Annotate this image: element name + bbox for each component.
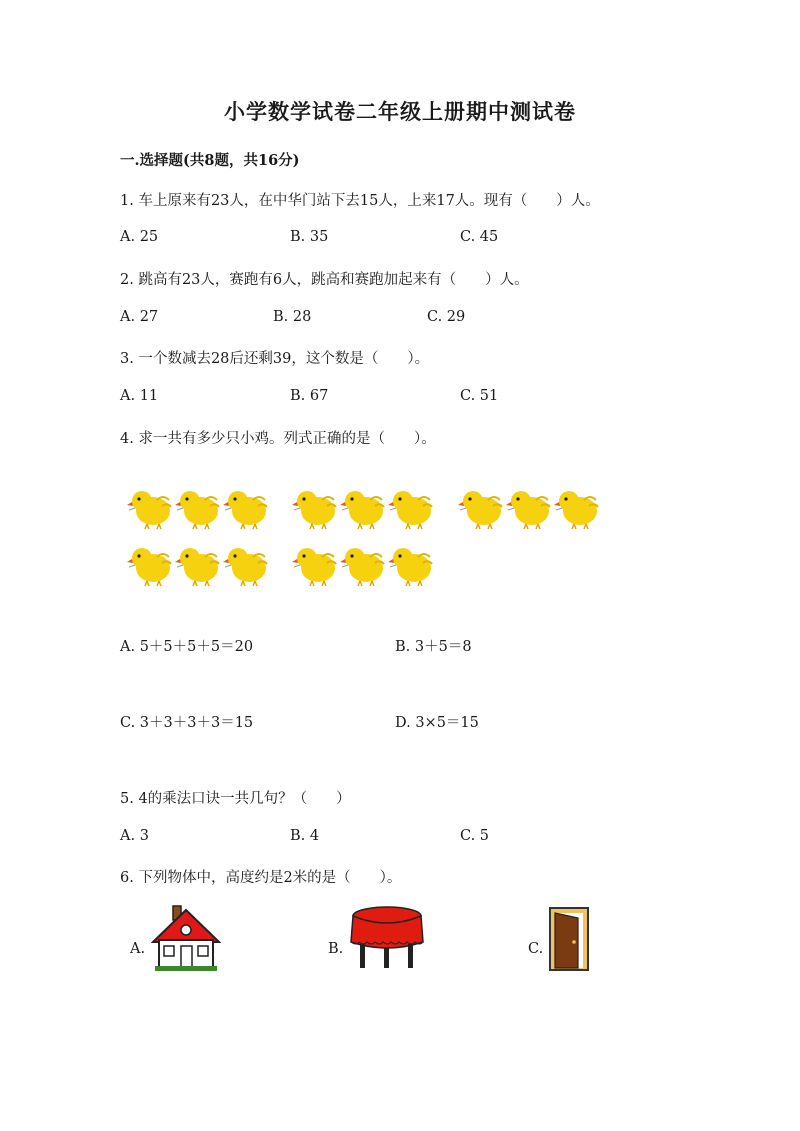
question-2: 2. 跳高有23人，赛跑有6人，跳高和赛跑加起来有（ ）人。 (120, 272, 529, 288)
q5-option-c[interactable]: C. 5 (460, 828, 490, 844)
question-3: 3. 一个数减去28后还剩39，这个数是（ ）。 (120, 351, 430, 367)
q2-option-a[interactable]: A. 27 (120, 309, 159, 325)
q6-option-a[interactable]: A. (130, 941, 146, 957)
chick-image (223, 543, 271, 587)
chick-image (458, 486, 506, 530)
q3-option-a[interactable]: A. 11 (120, 388, 159, 404)
q2-option-c[interactable]: C. 29 (427, 309, 466, 325)
q4-option-a[interactable]: A. 5＋5＋5＋5＝20 (120, 639, 254, 655)
question-6: 6. 下列物体中，高度约是2米的是（ ）。 (120, 870, 402, 886)
q1-option-c[interactable]: C. 45 (460, 229, 499, 245)
chick-image (506, 486, 554, 530)
door-picture (548, 906, 590, 972)
chick-image (554, 486, 602, 530)
chick-image (175, 486, 223, 530)
question-5: 5. 4的乘法口诀一共几句？（ ） (120, 791, 351, 807)
question-4: 4. 求一共有多少只小鸡。列式正确的是（ ）。 (120, 431, 436, 447)
q5-option-b[interactable]: B. 4 (290, 828, 320, 844)
question-1: 1. 车上原来有23人，在中华门站下去15人，上来17人。现有（ ）人。 (120, 193, 600, 209)
q1-option-a[interactable]: A. 25 (120, 229, 159, 245)
page-title: 小学数学试卷二年级上册期中测试卷 (224, 99, 576, 124)
q3-option-c[interactable]: C. 51 (460, 388, 499, 404)
chick-image (388, 543, 436, 587)
q6-option-b[interactable]: B. (328, 941, 344, 957)
chick-image (388, 486, 436, 530)
q2-option-b[interactable]: B. 28 (273, 309, 312, 325)
chick-image (292, 486, 340, 530)
section-heading: 一.选择题(共8题，共16分) (120, 152, 300, 169)
house-picture (151, 904, 221, 972)
table-picture (348, 904, 426, 970)
chick-image (340, 486, 388, 530)
chick-image (292, 543, 340, 587)
q5-option-a[interactable]: A. 3 (120, 828, 149, 844)
chick-image (175, 543, 223, 587)
q6-option-c[interactable]: C. (528, 941, 544, 957)
q4-option-b[interactable]: B. 3＋5＝8 (395, 639, 472, 655)
chick-image (223, 486, 271, 530)
chick-image (127, 486, 175, 530)
q4-option-c[interactable]: C. 3＋3＋3＋3＝15 (120, 715, 254, 731)
q4-option-d[interactable]: D. 3×5＝15 (395, 715, 479, 731)
q3-option-b[interactable]: B. 67 (290, 388, 329, 404)
chick-image (127, 543, 175, 587)
q1-option-b[interactable]: B. 35 (290, 229, 329, 245)
chick-image (340, 543, 388, 587)
